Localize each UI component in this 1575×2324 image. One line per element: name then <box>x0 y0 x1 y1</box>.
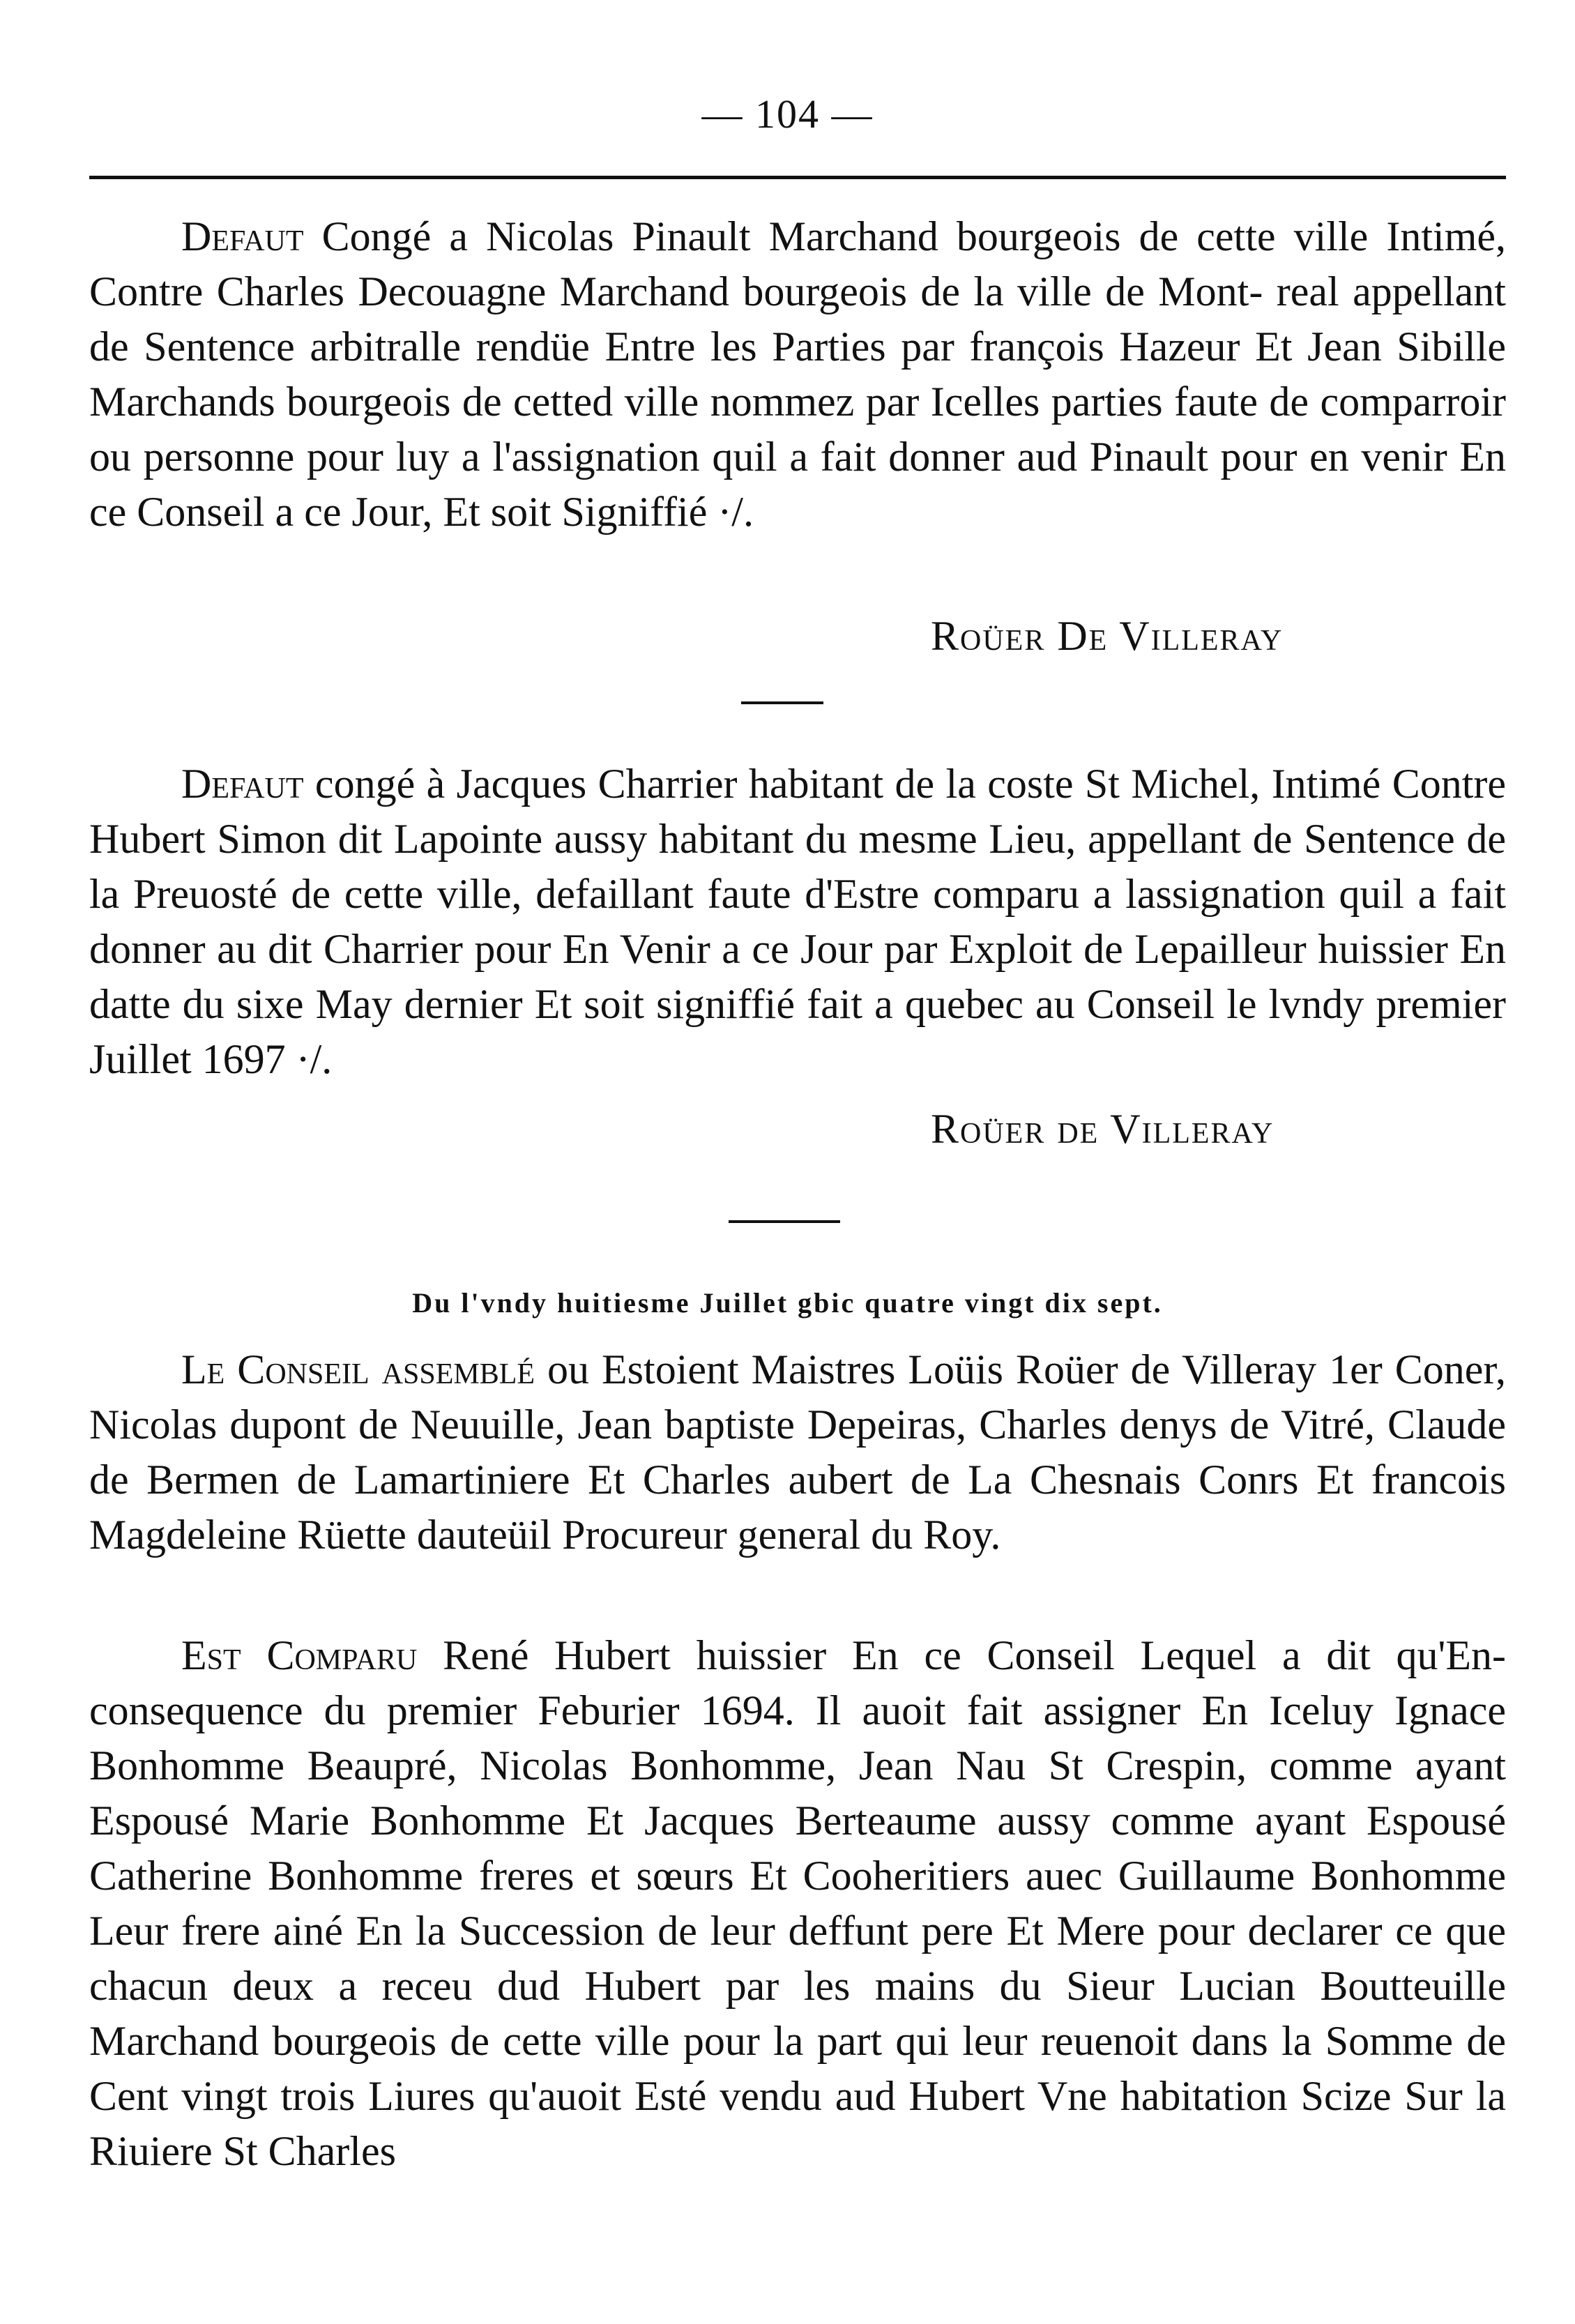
entry-text <box>89 757 1506 1087</box>
text-line: Esté vendu aud Hubert Vne habitation Scize Sur la Riuiere St Charles <box>89 2073 1506 2174</box>
text-line: auec Guillaume Bonhomme Leur frere ainé En la Succession de leur deffunt <box>89 1853 1507 1954</box>
signature-1: Roüer De Villeray <box>931 613 1284 659</box>
entry-defaut-charrier <box>89 757 1506 1087</box>
entry-lead: Est Comparu <box>181 1632 418 1678</box>
signature-2: Roüer de Villeray <box>931 1106 1275 1152</box>
text-line: soit Signiffié ·/. <box>490 489 754 535</box>
text-line: consequence du premier Feburier 1694. Il auoit fait assigner En Iceluy <box>89 1687 1374 1733</box>
text-line: appellant de Sentence de la Preuosté de cette ville, defaillant faute d'Estre <box>89 816 1507 917</box>
text-line: ou Estoient Maistres Loüis Roüer de Villeray <box>535 1346 1317 1392</box>
entry-text <box>89 1342 1506 1563</box>
text-line: Intimé Contre Hubert Simon dit Lapointe aussy habitant du mesme Lieu, <box>89 761 1506 862</box>
text-line: soit signiffié fait a quebec au Conseil le lvndy premier Juillet 1697 ·/. <box>89 981 1507 1082</box>
text-line: 1er Coner, Nicolas dupont de Neuuille, Jean baptiste Depeiras, Charles denys <box>89 1346 1507 1448</box>
text-line: Intimé, Contre Charles Decouagne Marchand bourgeois de la ville de Mont- <box>89 213 1506 314</box>
section-rule <box>729 1220 840 1223</box>
text-line: du Roy. <box>871 1512 1001 1558</box>
text-line: mains du Sieur Lucian Boutteuille Marchand bourgeois de cette ville pour <box>89 1963 1507 2064</box>
entry-lead: Defaut <box>181 761 304 807</box>
session-dateline: Du l'vndy huitiesme Juillet gbic quatre vingt dix sept. <box>412 1287 1163 1319</box>
text-line: Congé a Nicolas Pinault Marchand bourgeois de cette ville <box>303 213 1369 259</box>
entry-lead: Defaut <box>181 213 304 259</box>
entry-text <box>89 1628 1506 2179</box>
separator-dash <box>741 701 823 704</box>
text-line: la part qui leur reuenoit dans la Somme de Cent vingt trois Liures qu'auoit <box>89 2018 1506 2119</box>
text-line: René Hubert huissier En ce Conseil Lequel a dit qu'En- <box>417 1632 1506 1678</box>
entry-text <box>89 209 1506 540</box>
text-line: ce Jour par Exploit de Lepailleur huissier En datte du sixe May dernier Et <box>89 926 1507 1027</box>
text-line: pere Et Mere pour declarer ce que chacun deux a receu dud Hubert par les <box>89 1908 1506 2009</box>
text-line: de Vitré, Claude de Bermen de Lamartiniere Et Charles aubert de La <box>89 1402 1506 1503</box>
entry-est-comparu <box>89 1628 1506 2179</box>
entry-conseil-assemble <box>89 1342 1506 1563</box>
text-line: Chesnais Conrs Et francois Magdeleine Rüette dauteüil Procureur general <box>89 1457 1506 1558</box>
text-line: comme ayant Espousé Marie Bonhomme Et Jacques Berteaume aussy <box>89 1742 1506 1844</box>
text-line: congé à Jacques Charrier habitant de la coste St Michel, <box>303 761 1261 807</box>
text-line: quil a fait donner aud Pinault pour en venir En ce Conseil a ce Jour, Et <box>89 434 1507 535</box>
text-line: Icelles parties faute de comparroir ou personne pour luy a l'assignation <box>89 379 1506 480</box>
entry-lead: Le Conseil assemblé <box>181 1346 535 1392</box>
text-line: Hazeur Et Jean Sibille Marchands bourgeois de cetted ville nommez par <box>89 324 1506 425</box>
text-line: comparu a lassignation quil a fait donner au dit Charrier pour En Venir a <box>89 871 1507 972</box>
text-line: Ignace Bonhomme Beaupré, Nicolas Bonhomme, Jean Nau St Crespin, <box>89 1687 1507 1788</box>
text-line: comme ayant Espousé Catherine Bonhomme freres et sœurs Et Cooheritiers <box>89 1798 1506 1899</box>
text-line: real appellant de Sentence arbitralle rendüe Entre les Parties par françois <box>89 268 1506 370</box>
header-rule <box>89 176 1506 179</box>
entry-defaut-pinault <box>89 209 1506 540</box>
page-number: — 104 — <box>701 91 874 137</box>
